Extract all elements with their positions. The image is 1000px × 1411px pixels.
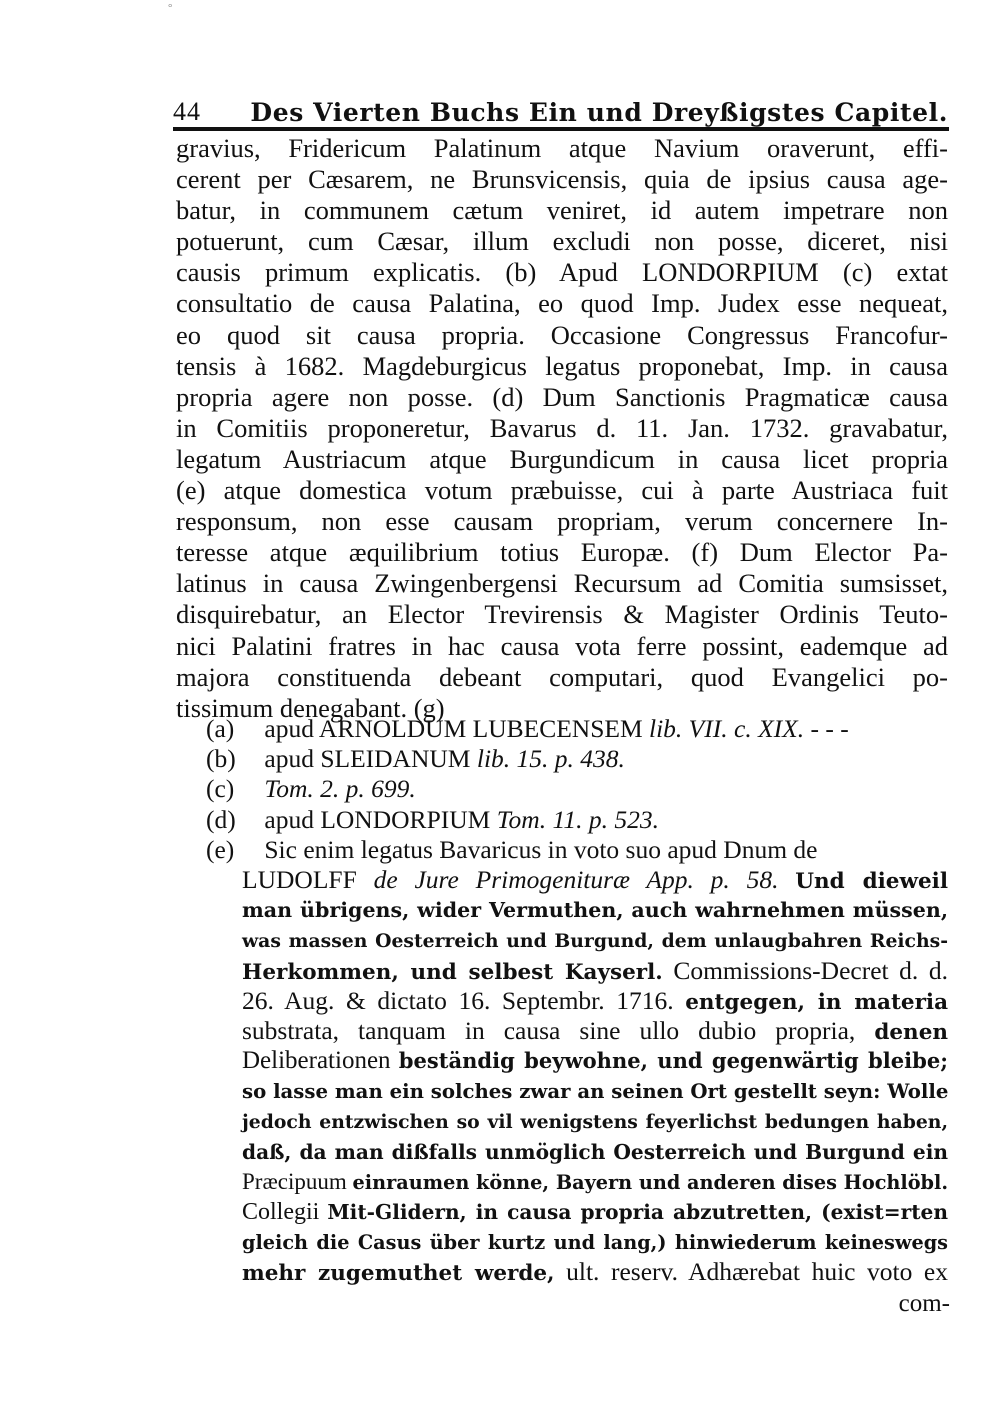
footnote-c xyxy=(206,774,948,804)
footnote-text: apud ARNOLDUM LUBECENSEM xyxy=(264,714,643,743)
footnote-label: (a) xyxy=(206,714,235,743)
catchword: com- xyxy=(898,1290,950,1317)
running-head: Des Vierten Buchs Ein und Dreyßigstes Capitel. xyxy=(250,98,948,127)
footnote-a xyxy=(206,714,948,744)
latin-text: LUDOLFF xyxy=(242,864,357,894)
footnote-text: apud SLEIDANUM xyxy=(264,744,471,774)
text-line: consultatio de causa Palatina, eo quod Imp. Judex esse nequeat, xyxy=(176,288,948,319)
text-line: in Comitiis proponeretur, Bavarus d. 11. Jan. 1732. gravabatur, xyxy=(176,412,948,443)
footnote-e-line xyxy=(206,1227,948,1257)
latin-text: Collegii xyxy=(242,1199,320,1225)
text-line: eo quod sit causa propria. Occasione Congressus Francofur- xyxy=(176,319,948,350)
footnote-e-line xyxy=(206,1197,948,1227)
footnote-text: Sic enim legatus Bavaricus in voto suo apud Dnum de xyxy=(264,834,818,864)
german-text: beständig beywohne, und gegenwärtig bleibe; xyxy=(398,1048,948,1074)
footnote-e xyxy=(206,835,948,865)
footnote-text: apud LONDORPIUM xyxy=(264,804,491,834)
footnote-e-line xyxy=(206,1257,948,1287)
text-line: majora constituenda debeant computari, quod Evangelici po- xyxy=(176,661,948,692)
footnote-reference: de Jure Primogenituræ App. p. 58. xyxy=(373,864,779,894)
footnote-e-line xyxy=(206,895,948,925)
text-line: tensis à 1682. Magdeburgicus legatus proponebat, Imp. in causa xyxy=(176,350,948,381)
footnote-reference: lib. VII. c. XIX. xyxy=(649,714,805,743)
latin-text: Commissions-Decret d. d. xyxy=(673,955,948,985)
footnote-label: (e) xyxy=(206,834,235,864)
footnote-e-line xyxy=(206,1046,948,1076)
latin-text: Præcipuum xyxy=(242,1168,347,1194)
german-text: jedoch entzwischen so vil wenigstens feyerlichst bedungen haben, xyxy=(242,1111,948,1134)
footnote-e-line xyxy=(206,1137,948,1167)
text-line: propria agere non posse. (d) Dum Sanctionis Pragmaticæ causa xyxy=(176,381,948,412)
footnote-label: (d) xyxy=(206,804,236,834)
german-text: Herkommen, und selbest Kayserl. xyxy=(242,959,663,985)
page-number: 44 xyxy=(173,97,201,126)
latin-text: ult. reserv. Adhærebat huic voto ex xyxy=(566,1257,948,1287)
footnote-reference: Tom. 11. p. 523. xyxy=(496,804,659,834)
footnote-label: (c) xyxy=(206,774,235,804)
text-line: cerent per Cæsarem, ne Brunsvicensis, quia de ipsius causa age- xyxy=(176,164,948,195)
german-text: entgegen, in materia xyxy=(685,989,948,1015)
footnotes xyxy=(206,714,948,1288)
german-text: mehr zugemuthet werde, xyxy=(242,1261,555,1287)
german-text: Mit-Glidern, in causa propria abzutretten, (exist=rten xyxy=(327,1200,949,1224)
latin-text: Deliberationen xyxy=(242,1047,391,1075)
footnote-e-line xyxy=(206,1076,948,1106)
page-header xyxy=(173,83,948,127)
latin-text: 26. Aug. & dictato 16. Septembr. 1716. xyxy=(242,985,674,1015)
footnote-e-line xyxy=(206,1106,948,1136)
footnote-reference: Tom. 2. p. 699. xyxy=(264,774,416,804)
footnote-e-line xyxy=(206,1167,948,1197)
footnote-e-line xyxy=(206,986,948,1016)
text-line: batur, in communem cætum veniret, id autem impetrare non xyxy=(176,195,948,226)
footnote-d xyxy=(206,805,948,835)
footnote-dashes: - - - xyxy=(810,714,849,743)
german-text: man übrigens, wider Vermuthen, auch wahrnehmen müssen, xyxy=(242,898,948,923)
text-line: disquirebatur, an Elector Trevirensis & Magister Ordinis Teuto- xyxy=(176,599,948,630)
latin-text: substrata, tanquam in causa sine ullo dubio propria, xyxy=(242,1015,856,1045)
text-line: tissimum denegabant. (g) xyxy=(176,692,445,723)
footnote-e-line xyxy=(206,925,948,955)
main-text xyxy=(176,133,948,724)
text-line: nici Palatini fratres in hac causa vota ferre possint, eademque ad xyxy=(176,630,948,661)
german-text: gleich die Casus über kurtz und lang,) hinwiederum keineswegs xyxy=(242,1231,948,1255)
text-line: (e) atque domestica votum præbuisse, cui à parte Austriaca fuit xyxy=(176,475,948,506)
german-text: daß, da man dißfalls unmöglich Oesterreich und Burgund ein xyxy=(242,1139,948,1164)
corner-mark: ° xyxy=(168,2,173,14)
footnote-e-line xyxy=(206,865,948,895)
german-text: so lasse man ein solches zwar an seinen Ort gestellt seyn: Wolle xyxy=(242,1080,949,1104)
german-text: einraumen könne, Bayern und anderen dises Hochlöbl. xyxy=(352,1170,949,1194)
footnote-reference: lib. 15. p. 438. xyxy=(476,744,625,774)
text-line: causis primum explicatis. (b) Apud LONDORPIUM (c) extat xyxy=(176,257,948,288)
footnote-label: (b) xyxy=(206,744,236,774)
footnote-b xyxy=(206,744,948,774)
footnote-e-line xyxy=(206,1016,948,1046)
text-line: latinus in causa Zwingenbergensi Recursum ad Comitia sumsisset, xyxy=(176,568,948,599)
text-line: teresse atque æquilibrium totius Europæ. (f) Dum Elector Pa- xyxy=(176,537,948,568)
text-line: gravius, Fridericum Palatinum atque Navium oraverunt, effi- xyxy=(176,133,948,163)
german-text: Und dieweil xyxy=(795,868,948,894)
german-text: denen xyxy=(874,1019,948,1045)
footnote-e-line xyxy=(206,956,948,986)
text-line: legatum Austriacum atque Burgundicum in causa licet propria xyxy=(176,443,948,474)
text-line: responsum, non esse causam propriam, verum concernere In- xyxy=(176,506,948,537)
header-rule xyxy=(173,127,949,131)
text-line: potuerunt, cum Cæsar, illum excludi non posse, diceret, nisi xyxy=(176,226,948,257)
german-text: was massen Oesterreich und Burgund, dem unlaugbahren Reichs- xyxy=(242,930,948,953)
